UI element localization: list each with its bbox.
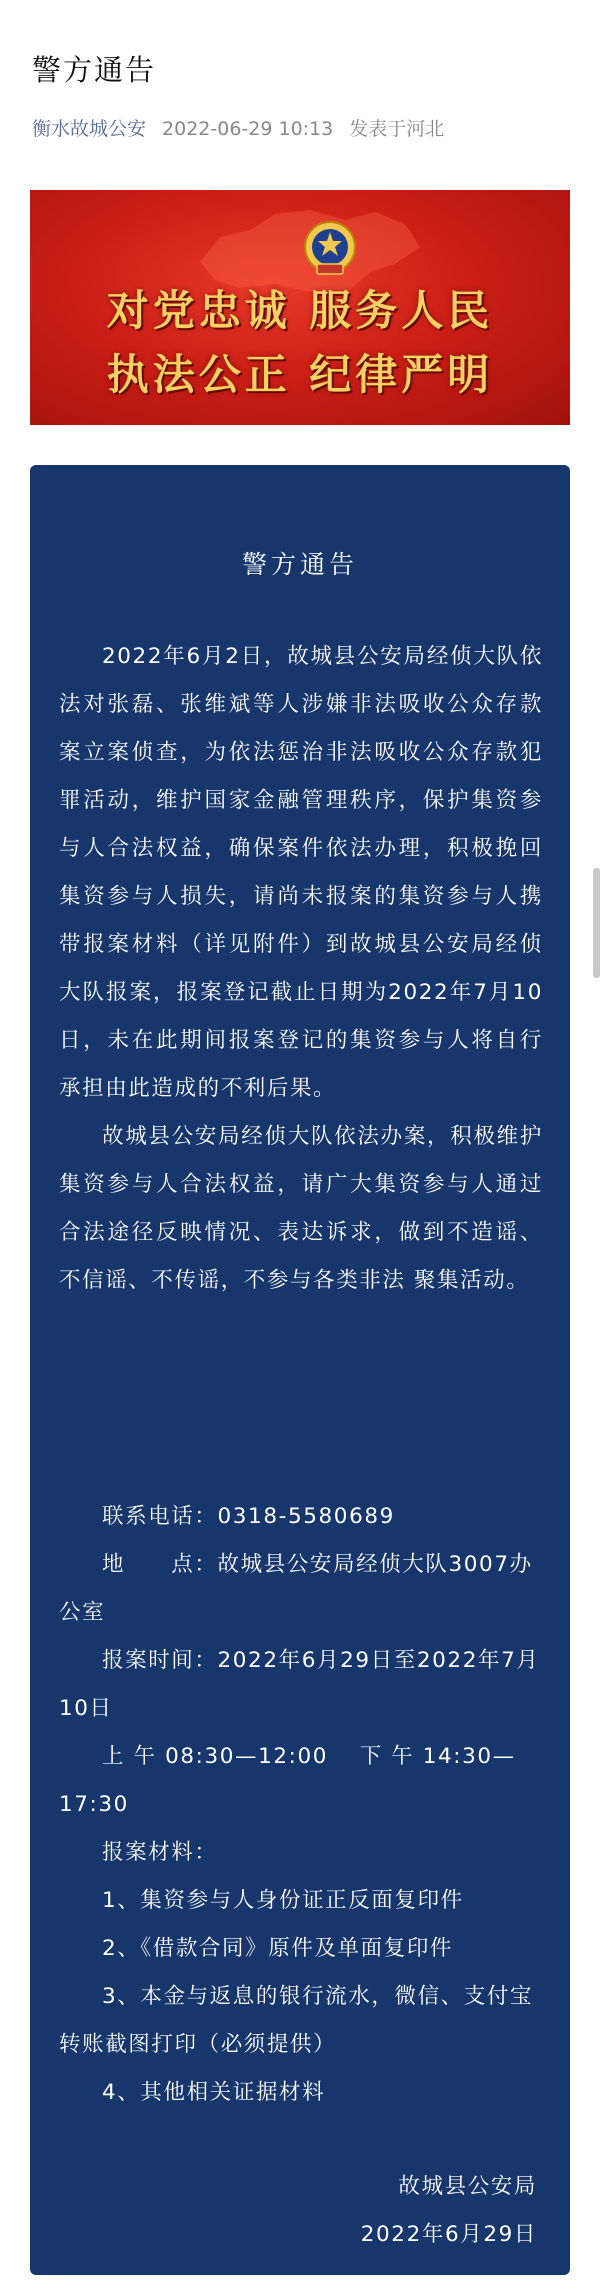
signoff-org: 故城县公安局 — [398, 2174, 537, 2199]
article-meta — [32, 114, 444, 141]
notice-paragraph: 故城县公安局经侦大队依法办案，积极维护集资参与人合法权益，请广大集资参与人通过合法途径反映情况、表达诉求，做到不造谣、不信谣、不传谣，不参与各类非法 聚集活动。 — [59, 1124, 543, 1293]
office-hours: 上 午 08:30—12:00 下 午 14:30—17:30 — [59, 1744, 516, 1817]
publish-location: 发表于河北 — [349, 118, 445, 140]
materials-heading: 报案材料： — [102, 1840, 218, 1865]
scrollbar-thumb[interactable] — [593, 868, 600, 978]
notice-heading: 警方通告 — [241, 550, 358, 579]
notice-paragraph: 2022年6月2日，故城县公安局经侦大队依法对张磊、张维斌等人涉嫌非法吸收公众存款案立案侦查，为依法惩治非法吸收公众存款犯罪活动，维护国家金融管理秩序，保护集资参与人合法权益，确保案件依法办理，积极挽回集资参与人损失，请尚未报案的集资参与人携带报案材料（详见附件）到故城县公安局经侦大队报案，报案登记截止日期为2022年7月10日，未在此期间报案登记的集资参与人将自行承担由此造成的不利后果。 — [59, 644, 543, 1101]
notice-contact-info — [59, 1493, 543, 2117]
contact-address: 地 点：故城县公安局经侦大队3007办公室 — [59, 1552, 533, 1625]
notice-signoff — [361, 2163, 537, 2259]
slogan-banner-image — [30, 190, 570, 425]
materials-item: 2、《借款合同》原件及单面复印件 — [102, 1936, 454, 1961]
police-notice-card — [30, 465, 570, 2275]
signoff-date: 2022年6月29日 — [360, 2222, 537, 2247]
notice-body — [59, 633, 543, 1305]
report-period: 报案时间：2022年6月29日至2022年7月10日 — [59, 1648, 540, 1721]
police-emblem-icon — [303, 220, 357, 278]
materials-item: 3、本金与返息的银行流水，微信、支付宝转账截图打印（必须提供） — [59, 1984, 534, 2057]
article-title: 警方通告 — [32, 53, 157, 87]
contact-phone: 联系电话：0318-5580689 — [102, 1504, 395, 1529]
account-name-link[interactable]: 衡水故城公安 — [32, 118, 147, 140]
materials-item: 1、集资参与人身份证正反面复印件 — [102, 1888, 464, 1913]
materials-item: 4、其他相关证据材料 — [102, 2080, 326, 2105]
banner-slogan-line2: 执法公正 纪律严明 — [106, 350, 494, 399]
publish-time: 2022-06-29 10:13 — [162, 118, 334, 140]
banner-slogan-line1: 对党忠诚 服务人民 — [106, 286, 494, 335]
